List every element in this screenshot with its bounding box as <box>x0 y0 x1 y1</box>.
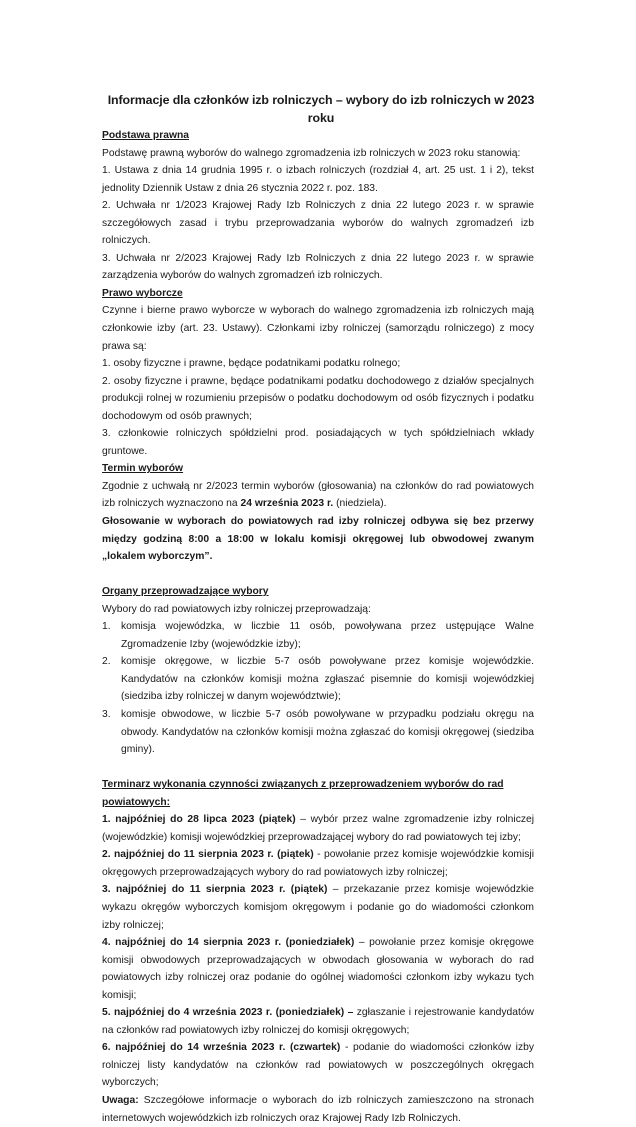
note-text: Szczegółowe informacje o wyborach do izb rolniczych zamieszczono na stronach internetowych wojewódzkich izb rolniczych oraz Krajowej Rady Izb Rolniczych. <box>102 1094 534 1124</box>
section-heading-schedule: Terminarz wykonania czynności związanych z przeprowadzeniem wyborów do rad powiatowych: <box>102 779 504 808</box>
schedule-deadline: 1. najpóźniej do 28 lipca 2023 (piątek) <box>102 814 296 826</box>
voting-rights-item: 3. członkowie rolniczych spółdzielni prod. posiadających w tych spółdzielniach wkłady gruntowe. <box>102 428 534 457</box>
election-date-value: 24 września 2023 r. <box>240 498 334 510</box>
legal-basis-item: 2. Uchwała nr 1/2023 Krajowej Rady Izb Rolniczych z dnia 22 lutego 2023 r. w sprawie szczegółowych zasad i trybu przeprowadzania wyborów do walnych zgromadzeń izb rolniczych. <box>102 200 534 247</box>
list-text: komisje okręgowe, w liczbie 5-7 osób powoływane przez komisje wojewódzkie. Kandydatów na członków komisji można zgłaszać pisemnie do komisji wojewódzkiej (siedziba izby rolniczej w danym województwie); <box>121 656 534 703</box>
schedule-text: – powołanie przez komisje okręgowe komisji obwodowych przeprowadzających w obwodach głosowania w wyborach do rad powiatowych izby rolniczej oraz podanie do ogólnej wiadomości członkom izby wykazu tych komisji; <box>102 937 534 1001</box>
list-number: 1. <box>102 621 111 633</box>
schedule-text: - podanie do wiadomości członków izby rolniczej listy kandydatów na członków rad powiatowych w poszczególnych okręgach wyborczych; <box>102 1042 534 1089</box>
schedule-text: – wybór przez walne zgromadzenie izby rolniczej (wojewódzkie) komisji wojewódzkiej przeprowadzającej wybory do rad powiatowych tej izby; <box>102 814 534 843</box>
spacer <box>102 759 534 777</box>
schedule-item <box>102 1004 534 1039</box>
election-date-weekday: (niedziela). <box>333 498 387 510</box>
spacer <box>102 566 534 584</box>
schedule-deadline: 5. najpóźniej do 4 września 2023 r. (poniedziałek) – <box>102 1007 354 1019</box>
voting-hours-note: Głosowanie w wyborach do powiatowych rad izby rolniczej odbywa się bez przerwy między godziną 8:00 a 18:00 w lokalu komisji okręgowej lub obwodowej zwanym „lokalem wyborczym”. <box>102 516 534 563</box>
schedule-deadline: 2. najpóźniej do 11 sierpnia 2023 r. (piątek) <box>102 849 314 861</box>
schedule-deadline: 4. najpóźniej do 14 sierpnia 2023 r. (poniedziałek) <box>102 937 355 949</box>
organs-item <box>102 653 534 706</box>
list-text: komisje obwodowe, w liczbie 5-7 osób powoływane w przypadku podziału okręgu na obwody. Kandydatów na członków komisji można zgłaszać do komisji okręgowej (siedziba gminy). <box>121 709 534 756</box>
organs-intro: Wybory do rad powiatowych izby rolniczej przeprowadzają: <box>102 603 371 615</box>
section-heading-election-date: Termin wyborów <box>102 463 184 475</box>
section-heading-voting-rights: Prawo wyborcze <box>102 287 183 299</box>
schedule-item <box>102 811 534 846</box>
legal-basis-item: 1. Ustawa z dnia 14 grudnia 1995 r. o izbach rolniczych (rozdział 4, art. 25 ust. 1 i 2), tekst jednolity Dziennik Ustaw z dnia 26 stycznia 2022 r. poz. 183. <box>102 165 534 194</box>
section-heading-organs: Organy przeprowadzające wybory <box>102 586 269 598</box>
organs-item <box>102 618 534 653</box>
document-title: Informacje dla członków izb rolniczych – wybory do izb rolniczych w 2023 roku <box>107 93 535 125</box>
legal-basis-intro: Podstawę prawną wyborów do walnego zgromadzenia izb rolniczych w 2023 roku stanowią: <box>102 147 521 159</box>
voting-rights-intro: Czynne i bierne prawo wyborcze w wyborach do walnego zgromadzenia izb rolniczych mają członkowie izby (art. 23. Ustawy). Członkami izby rolniczej (samorządu rolniczego) z mocy prawa są: <box>102 305 534 352</box>
schedule-item <box>102 846 534 881</box>
document-page <box>102 91 534 1127</box>
election-date-paragraph <box>102 478 534 513</box>
legal-basis-item: 3. Uchwała nr 2/2023 Krajowej Rady Izb Rolniczych z dnia 22 lutego 2023 r. w sprawie zarządzenia wyborów do walnych zgromadzeń izb rolniczych. <box>102 252 534 282</box>
schedule-deadline: 6. najpóźniej do 14 września 2023 r. (czwartek) <box>102 1042 341 1054</box>
election-date-text: Zgodnie z uchwałą nr 2/2023 termin wyborów (głosowania) na członków do rad powiatowych izb rolniczych wyznaczono na <box>102 480 534 510</box>
organs-item <box>102 706 534 759</box>
schedule-item <box>102 881 534 934</box>
schedule-note <box>102 1092 534 1127</box>
list-text: komisja wojewódzka, w liczbie 11 osób, powoływana przez ustępujące Walne Zgromadzenie Izby (wojewódzkie izby); <box>121 621 534 650</box>
schedule-text: – przekazanie przez komisje wojewódzkie wykazu okręgów wyborczych komisjom okręgowym i podanie go do wiadomości członkom izby rolniczej; <box>102 884 535 931</box>
schedule-text: zgłaszanie i rejestrowanie kandydatów na członków rad powiatowych izby rolniczej do komisji okręgowych; <box>102 1007 534 1036</box>
note-label: Uwaga: <box>102 1094 139 1106</box>
section-heading-legal-basis: Podstawa prawna <box>102 130 189 141</box>
list-number: 3. <box>102 709 111 720</box>
list-number: 2. <box>102 656 111 668</box>
schedule-item <box>102 1039 534 1092</box>
schedule-item <box>102 934 534 1004</box>
voting-rights-item: 1. osoby fizyczne i prawne, będące podatnikami podatku rolnego; <box>102 358 401 370</box>
voting-rights-item: 2. osoby fizyczne i prawne, będące podatnikami podatku dochodowego z działów specjalnych produkcji rolnej w rozumieniu przepisów o podatku dochodowym od osób fizycznych i podatku dochodowym od osób prawnych; <box>102 375 534 422</box>
schedule-text: - powołanie przez komisje wojewódzkie komisji okręgowych przeprowadzających wybory do rad powiatowych izby rolniczej; <box>102 849 535 878</box>
schedule-deadline: 3. najpóźniej do 11 sierpnia 2023 r. (piątek) <box>102 884 328 896</box>
